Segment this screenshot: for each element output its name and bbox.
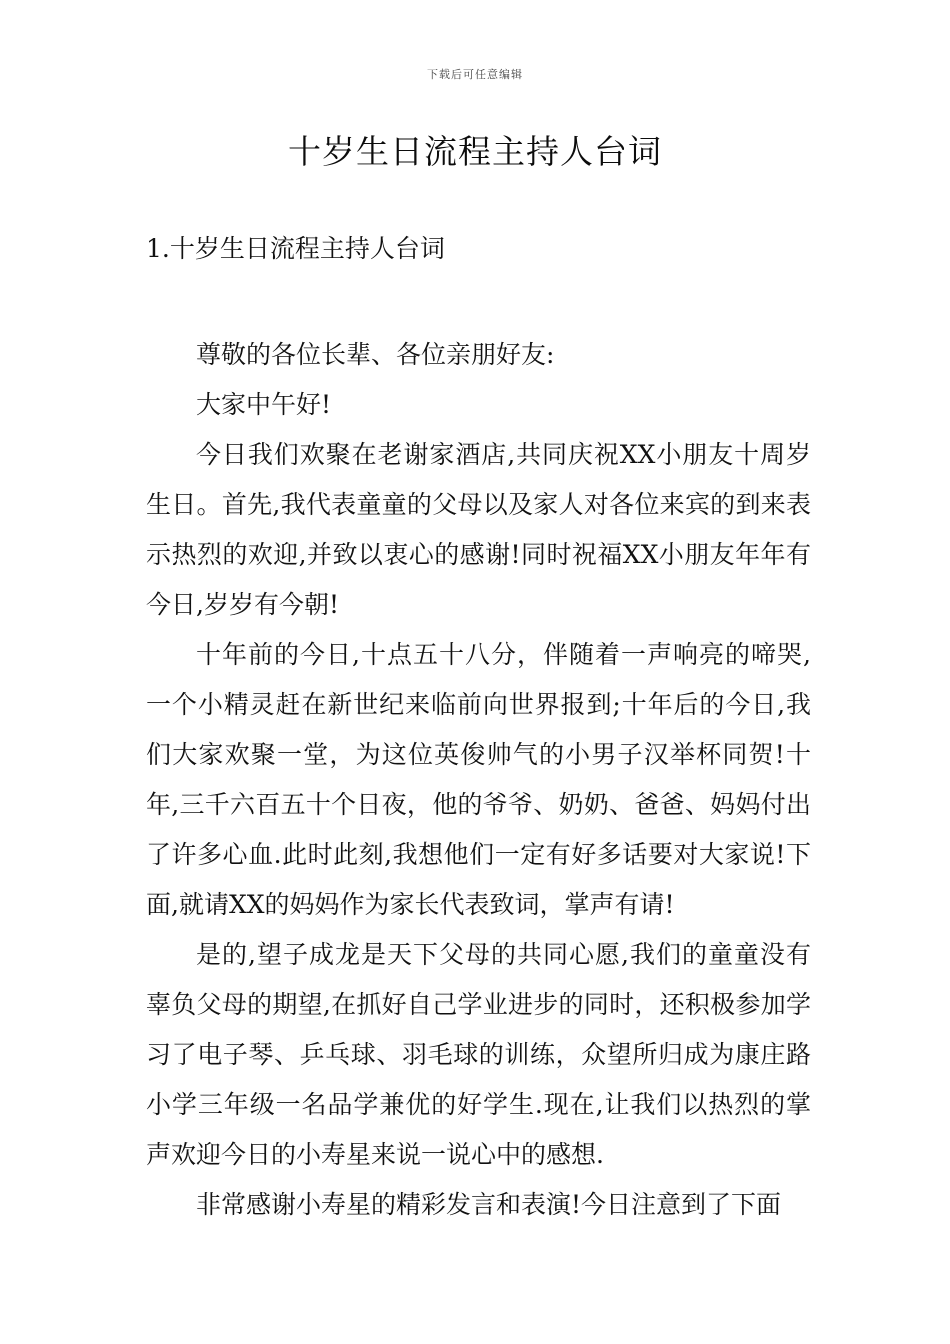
section-heading: 1.十岁生日流程主持人台词 [146,234,445,263]
paragraph-greeting: 尊敬的各位长辈、各位亲朋好友: [196,340,555,369]
header-note: 下载后可任意编辑 [427,68,523,81]
paragraph-ten-years: 十年前的今日,十点五十八分，伴随着一声响亮的啼哭,一个小精灵赶在新世纪来临前向世界报到;十年后的今日,我们大家欢聚一堂，为这位英俊帅气的小男子汉举杯同贺!十年,三千六百五十个日夜，他的爷爷、奶奶、爸爸、妈妈付出了许多心血.此时此刻,我想他们一定有好多话要对大家说!下面,就请XX的妈妈作为家长代表致词，掌声有请! [146,640,811,919]
paragraph-thanks: 非常感谢小寿星的精彩发言和表演!今日注意到了下面 [196,1190,782,1219]
paragraph-welcome: 今日我们欢聚在老谢家酒店,共同庆祝XX小朋友十周岁生日。首先,我代表童童的父母以及家人对各位来宾的到来表示热烈的欢迎,并致以衷心的感谢!同时祝福XX小朋友年年有今日,岁岁有今朝! [146,440,811,619]
paragraph-student: 是的,望子成龙是天下父母的共同心愿,我们的童童没有辜负父母的期望,在抓好自己学业进步的同时，还积极参加学习了电子琴、乒乓球、羽毛球的训练，众望所归成为康庄路小学三年级一名品学兼优的好学生.现在,让我们以热烈的掌声欢迎今日的小寿星来说一说心中的感想. [146,940,811,1169]
document-body [146,330,811,1230]
paragraph-hello: 大家中午好! [196,390,332,419]
document-title: 十岁生日流程主持人台词 [288,132,662,171]
